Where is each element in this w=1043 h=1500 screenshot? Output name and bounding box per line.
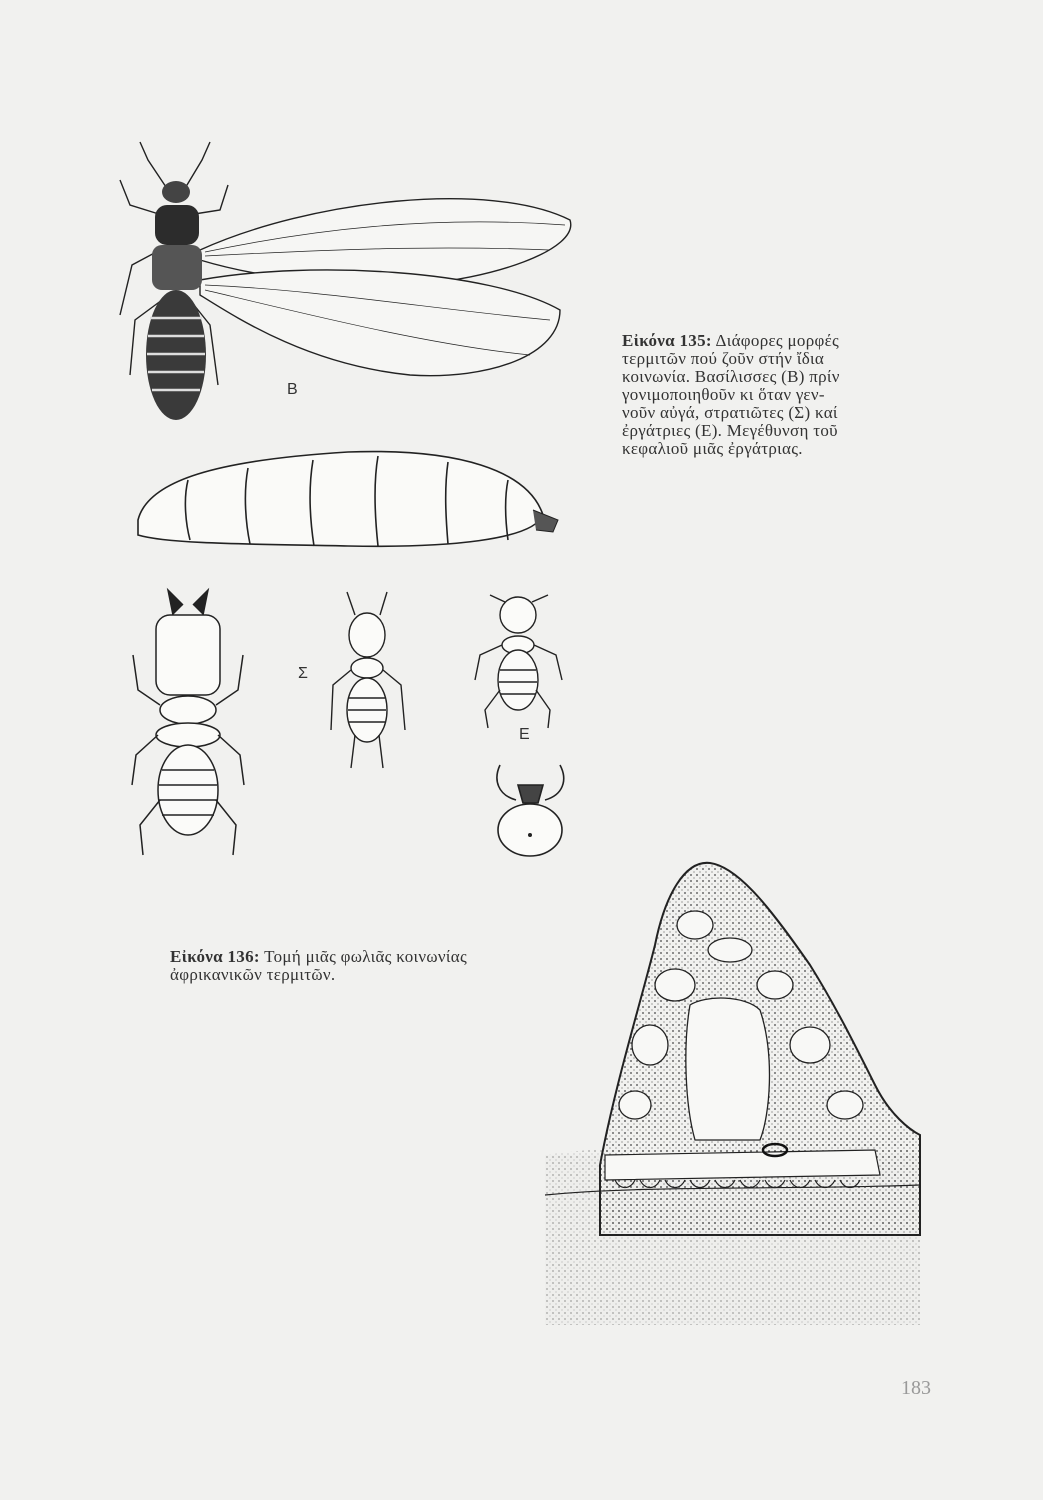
figure-136-caption [170,948,550,984]
caption-line: κεφαλιοῦ μιᾶς ἐργάτριας. [622,439,803,458]
caption-line: Τομή μιᾶς φωλιᾶς κοινωνίας [264,947,467,966]
worker-head-illustration [488,755,573,860]
page-number: 183 [901,1377,931,1399]
caption-line: γονιμοποιηθοῦν κι ὅταν γεν- [622,385,825,404]
egg-laying-queen-illustration [128,440,568,550]
caption-line: κοινωνία. Βασίλισσες (Β) πρίν [622,367,840,386]
termite-mound-section-illustration [545,855,920,1325]
worker-label: E [519,726,530,743]
queen-label: B [287,381,298,398]
worker-illustration [470,590,570,730]
figure-136-label: Εἰκόνα 136: [170,947,260,966]
caption-line: τερμιτῶν πού ζοῦν στήν ἴδια [622,349,825,368]
figure-135-caption [622,332,922,458]
caption-line: ἐργάτριες (Ε). Μεγέθυνση τοῦ [622,421,838,440]
caption-line: νοῦν αὐγά, στρατιῶτες (Σ) καί [622,403,838,422]
large-soldier-illustration [128,585,248,860]
caption-line: ἀφρικανικῶν τερμιτῶν. [170,965,336,984]
soldier-label: Σ [298,665,308,682]
winged-queen-illustration [110,140,590,430]
small-soldier-illustration [325,590,410,770]
caption-line: Διάφορες μορφές [715,331,840,350]
figure-135-label: Εἰκόνα 135: [622,331,712,350]
